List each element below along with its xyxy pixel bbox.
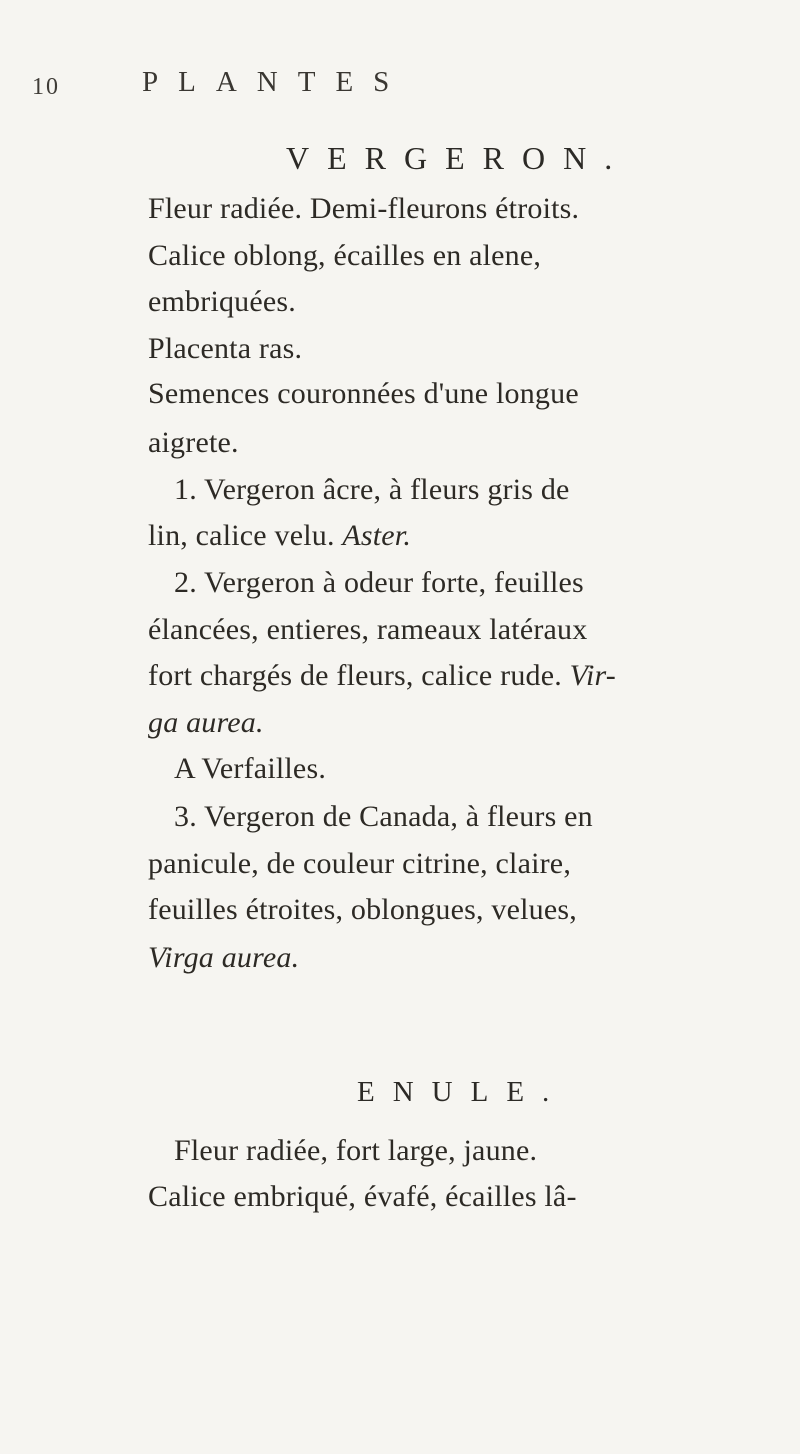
text-line-content: ga aurea. (148, 706, 264, 739)
text-line-content: 1. Vergeron âcre, à fleurs gris de (174, 473, 570, 506)
text-line (148, 1174, 768, 1220)
text-line (174, 1128, 794, 1174)
text-line-content: embriquées. (148, 285, 296, 318)
section-title-vergeron: VERGERON. (286, 140, 631, 176)
text-line-content: A Verfailles. (174, 752, 327, 785)
page-number: 10 (32, 74, 60, 100)
text-line-content: 3. Vergeron de Canada, à fleurs en (174, 800, 593, 833)
text-line-content: Fleur radiée. Demi-fleurons étroits. (148, 192, 580, 225)
text-line-content: feuilles étroites, oblongues, velues, (148, 893, 577, 926)
italic-species-fragment: Vir- (569, 659, 616, 692)
italic-species-name: Aster. (342, 519, 412, 552)
text-line-content: Calice oblong, écailles en alene, (148, 239, 542, 272)
text-line-content: lin, calice velu. (148, 519, 335, 552)
running-title: PLANTES (142, 66, 410, 98)
text-line-content: Fleur radiée, fort large, jaune. (174, 1134, 538, 1167)
text-line-content: panicule, de couleur citrine, claire, (148, 847, 572, 880)
text-line-content: fort chargés de fleurs, calice rude. (148, 659, 562, 692)
text-line-content: Virga aurea. (148, 941, 300, 974)
section-title-enule: ENULE. (357, 1076, 568, 1108)
text-line-content: 2. Vergeron à odeur forte, feuilles (174, 566, 584, 599)
text-line-content: aigrete. (148, 426, 239, 459)
text-line-content: Calice embriqué, évafé, écailles lâ- (148, 1180, 577, 1213)
text-line-content: Semences couronnées d'une longue (148, 377, 579, 410)
text-line-content: Placenta ras. (148, 332, 303, 365)
text-line-content: élancées, entieres, rameaux latéraux (148, 613, 588, 646)
